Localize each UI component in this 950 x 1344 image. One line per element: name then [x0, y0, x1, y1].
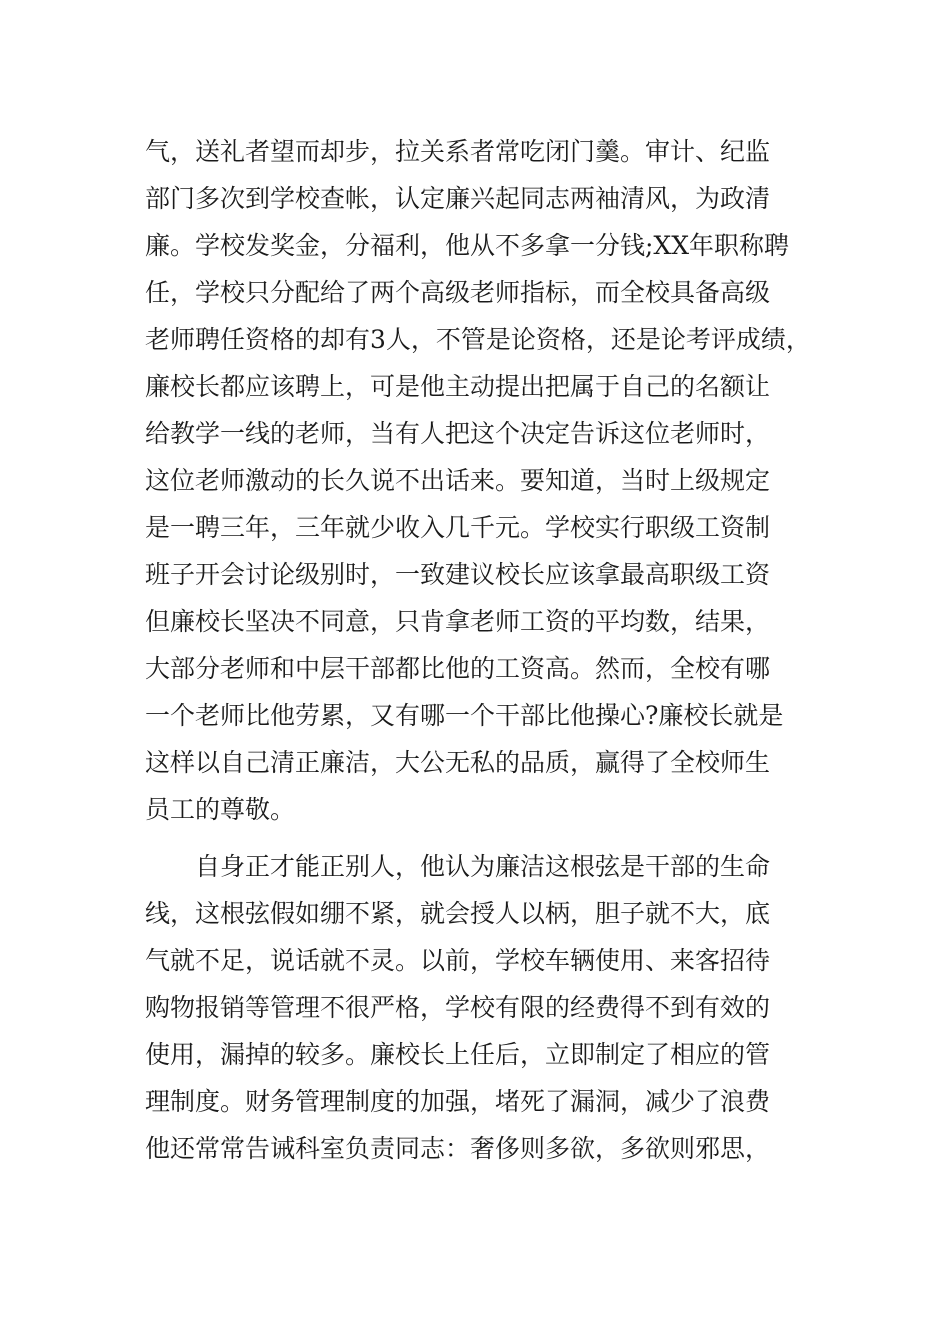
text-line: 一个老师比他劳累，又有哪一个干部比他操心?廉校长就是 [145, 701, 784, 730]
text-line: 这位老师激动的长久说不出话来。要知道，当时上级规定 [145, 466, 771, 495]
text-line: 气，送礼者望而却步，拉关系者常吃闭门羹。审计、纪监 [145, 137, 771, 166]
text-line: 但廉校长坚决不同意，只肯拿老师工资的平均数，结果， [145, 607, 771, 636]
text-line: 购物报销等管理不很严格，学校有限的经费得不到有效的 [145, 993, 771, 1022]
text-line: 员工的尊敬。 [145, 795, 296, 824]
text-line: 使用，漏掉的较多。廉校长上任后，立即制定了相应的管 [145, 1040, 771, 1069]
text-line: 给教学一线的老师，当有人把这个决定告诉这位老师时， [145, 419, 771, 448]
text-line: 他还常常告诫科室负责同志：奢侈则多欲，多欲则邪思， [145, 1134, 771, 1163]
text-line: 任，学校只分配给了两个高级老师指标，而全校具备高级 [145, 278, 771, 307]
text-line: 理制度。财务管理制度的加强，堵死了漏洞，减少了浪费 [145, 1087, 771, 1116]
text-line: 是一聘三年，三年就少收入几千元。学校实行职级工资制 [145, 513, 771, 542]
text-line: 大部分老师和中层干部都比他的工资高。然而，全校有哪 [145, 654, 771, 683]
text-line: 老师聘任资格的却有3人，不管是论资格，还是论考评成绩， [145, 325, 811, 354]
text-line: 气就不足，说话就不灵。以前，学校车辆使用、来客招待 [145, 946, 771, 975]
text-line: 廉。学校发奖金，分福利，他从不多拿一分钱;XX年职称聘 [145, 231, 790, 260]
text-line: 自身正才能正别人，他认为廉洁这根弦是干部的生命 [195, 852, 771, 881]
text-line: 部门多次到学校查帐，认定廉兴起同志两袖清风，为政清 [145, 184, 771, 213]
text-line: 这样以自己清正廉洁，大公无私的品质，赢得了全校师生 [145, 748, 771, 777]
text-line: 廉校长都应该聘上，可是他主动提出把属于自己的名额让 [145, 372, 771, 401]
text-line: 线，这根弦假如绷不紧，就会授人以柄，胆子就不大，底 [145, 899, 771, 928]
text-line: 班子开会讨论级别时，一致建议校长应该拿最高职级工资 [145, 560, 771, 589]
